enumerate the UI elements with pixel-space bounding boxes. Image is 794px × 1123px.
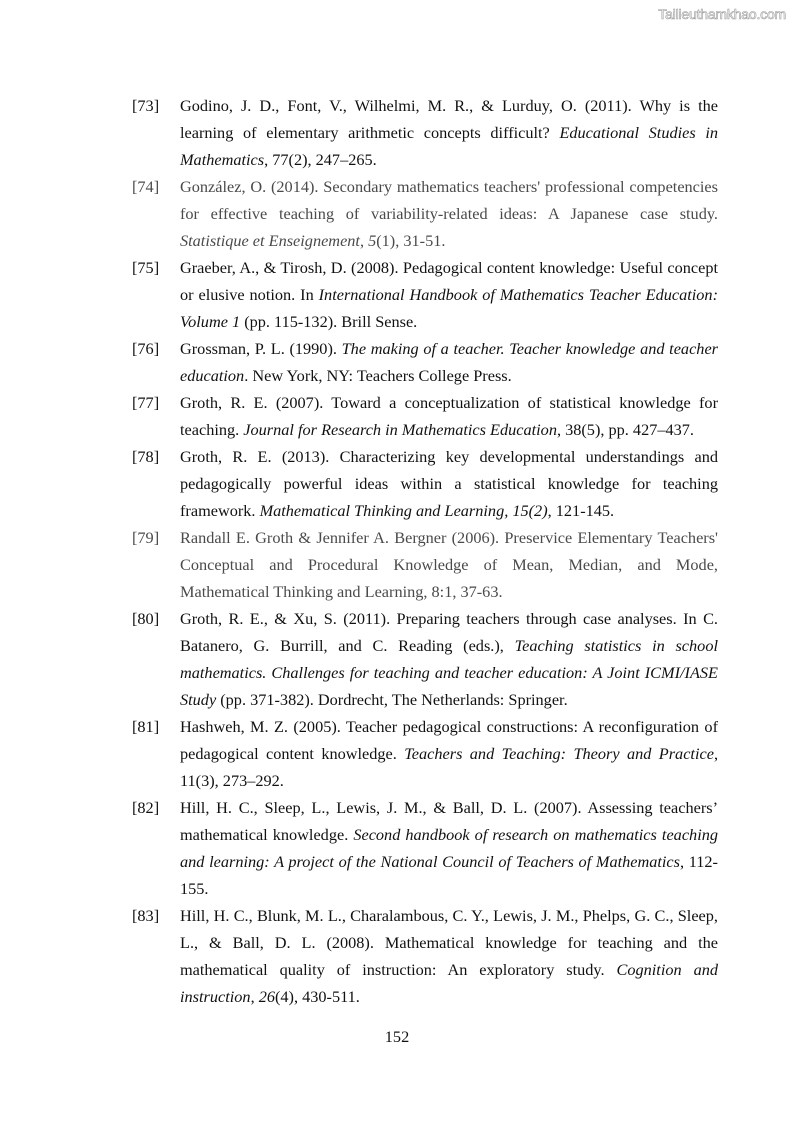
reference-title: Mathematical Thinking and Learning, 15(2) [259,501,548,520]
reference-title: Cognition and instruction [180,960,718,1006]
reference-entry [132,794,718,902]
reference-segment: Groth, R. E. (2013). Characterizing key developmental understandings and pedagogically powerful ideas within a statistical knowledge for teaching framework. [180,447,718,520]
reference-segment: Hashweh, M. Z. (2005). Teacher pedagogical constructions: A reconfiguration of pedagogical content knowledge. [180,717,718,763]
reference-entry [132,443,718,524]
reference-number: [76] [132,339,160,358]
reference-entry [132,902,718,1010]
reference-segment: Randall E. Groth & Jennifer A. Bergner (2006). Preservice Elementary Teachers' Conceptual and Procedural Knowledge of Mean, Median, and Mode, Mathematical Thinking and Learning, 8:1, 37-63. [180,528,718,601]
reference-text [180,605,718,713]
reference-segment: Groth, R. E., & Xu, S. (2011). Preparing teachers through case analyses. In C. Batanero, G. Burrill, and C. Reading (eds.), [180,609,718,655]
reference-segment: (1), 31-51. [376,231,446,250]
reference-text [180,713,718,794]
reference-title: Teaching statistics in school mathematics. Challenges for teaching and teacher education: A Joint ICMI/IASE Study [180,636,718,709]
reference-title: Educational Studies in Mathematics [180,123,719,169]
reference-segment: Groth, R. E. (2007). Toward a conceptualization of statistical knowledge for teaching. [180,393,718,439]
reference-entry [132,173,718,254]
reference-number: [79] [132,528,160,547]
reference-segment: , [359,231,369,250]
reference-title: Teachers and Teaching: Theory and Practice [404,744,714,763]
reference-segment: (pp. 371-382). Dordrecht, The Netherlands: Springer. [216,690,568,709]
reference-text [180,902,718,1010]
reference-number: [80] [132,609,160,628]
reference-segment: . New York, NY: Teachers College Press. [244,366,512,385]
reference-segment: (4), 430-511. [274,987,360,1006]
reference-number: [81] [132,717,160,736]
reference-title: International Handbook of Mathematics Teacher Education: Volume 1 [180,285,718,331]
reference-segment: , 38(5), pp. 427–437. [556,420,694,439]
reference-segment: Hill, H. C., Blunk, M. L., Charalambous, C. Y., Lewis, J. M., Phelps, G. C., Sleep, L., & Ball, D. L. (2008). Mathematical knowledge for teaching and the mathematical quality of instruction: An exploratory study. [180,906,718,979]
reference-text [180,443,718,524]
reference-number: [73] [132,96,160,115]
page-number: 152 [384,1027,410,1046]
reference-entry [132,713,718,794]
reference-segment: Hill, H. C., Sleep, L., Lewis, J. M., & Ball, D. L. (2007). Assessing teachers’ mathematical knowledge. [180,798,718,844]
reference-segment: (pp. 115-132). Brill Sense. [240,312,418,331]
reference-title: 26 [258,987,275,1006]
reference-entry [132,335,718,389]
reference-segment: , 77(2), 247–265. [264,150,377,169]
reference-segment: Grossman, P. L. (1990). [180,339,342,358]
reference-entry [132,92,718,173]
reference-number: [74] [132,177,160,196]
reference-entry [132,524,718,605]
reference-segment: González, O. (2014). Secondary mathematics teachers' professional competencies for effective teaching of variability-related ideas: A Japanese case study. [180,177,718,223]
reference-text [180,335,718,389]
reference-title: 5 [368,231,377,250]
reference-entry [132,254,718,335]
reference-text [180,524,718,605]
reference-text [180,254,718,335]
reference-title: Second handbook of research on mathematics teaching and learning: A project of the National Council of Teachers of Mathematics [180,825,718,871]
reference-entry [132,605,718,713]
reference-title: Journal for Research in Mathematics Education [243,420,557,439]
reference-segment: Graeber, A., & Tirosh, D. (2008). Pedagogical content knowledge: Useful concept or elusive notion. In [180,258,718,304]
reference-text [180,173,718,254]
reference-segment: Godino, J. D., Font, V., Wilhelmi, M. R., & Lurduy, O. (2011). Why is the learning of elementary arithmetic concepts difficult? [180,96,718,142]
reference-segment: , 121-145. [547,501,615,520]
reference-text [180,92,718,173]
reference-number: [77] [132,393,160,412]
reference-number: [82] [132,798,160,817]
reference-entry [132,389,718,443]
reference-segment: , 112-155. [180,852,718,898]
reference-segment: , 11(3), 273–292. [180,744,719,790]
watermark: Tailieuthamkhao.com [658,6,786,22]
reference-text [180,794,718,902]
reference-segment: , [250,987,259,1006]
reference-number: [83] [132,906,160,925]
reference-list [132,92,718,1010]
reference-number: [78] [132,447,160,466]
reference-title: The making of a teacher. Teacher knowledge and teacher education [180,339,719,385]
reference-title: Statistique et Enseignement [180,231,360,250]
reference-number: [75] [132,258,160,277]
reference-text [180,389,718,443]
